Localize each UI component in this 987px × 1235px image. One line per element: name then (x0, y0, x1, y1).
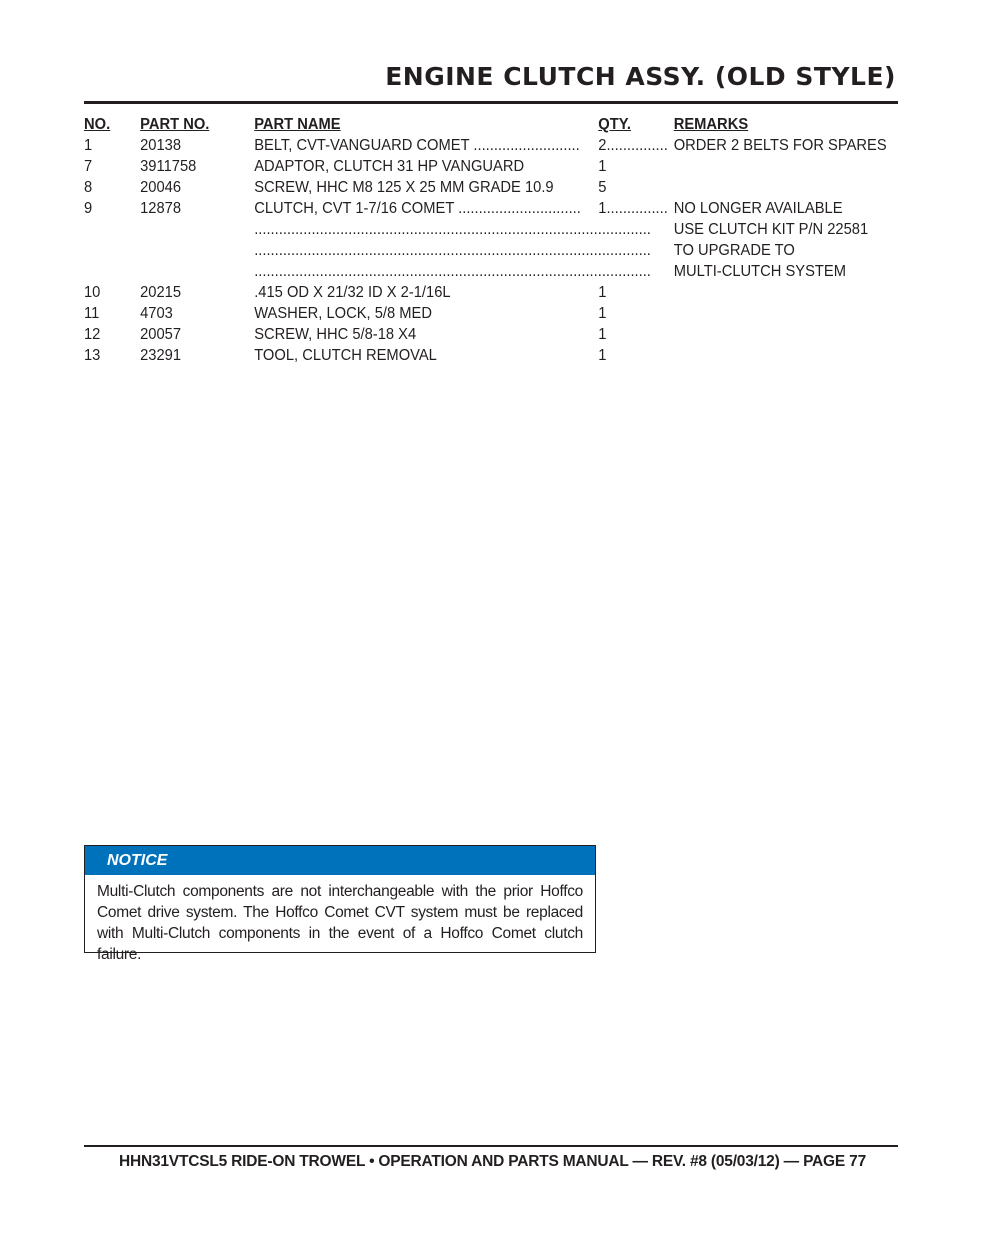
header-no: NO. (84, 116, 111, 133)
item-no: 12 (84, 326, 101, 343)
part-number: 3911758 (140, 158, 197, 175)
quantity: 1 (598, 305, 607, 322)
quantity: 1 (598, 158, 607, 175)
part-name: TOOL, CLUTCH REMOVAL (254, 347, 437, 364)
remarks: TO UPGRADE TO (673, 242, 795, 259)
title-divider (84, 101, 898, 104)
item-no: 10 (84, 284, 101, 301)
page-footer: HHN31VTCSL5 RIDE-ON TROWEL • OPERATION AND PARTS MANUAL — REV. #8 (05/03/12) — PAGE 77 (118, 1153, 866, 1170)
part-name: .415 OD X 21/32 ID X 2-1/16L (254, 284, 451, 301)
footer-divider (84, 1145, 898, 1147)
part-name: ADAPTOR, CLUTCH 31 HP VANGUARD (254, 158, 525, 175)
part-name: CLUTCH, CVT 1-7/16 COMET .............................. (254, 200, 581, 217)
table-row (84, 135, 887, 156)
table-row-continuation (84, 219, 869, 240)
header-part-name: PART NAME (254, 116, 341, 133)
part-number: 20138 (140, 137, 182, 154)
part-number: 20215 (140, 284, 182, 301)
quantity: 1 (598, 347, 607, 364)
table-row (84, 198, 843, 219)
quantity: 1 (598, 284, 607, 301)
item-no: 11 (84, 305, 100, 322)
notice-body: Multi-Clutch components are not interchangeable with the prior Hoffco Comet drive system. The Hoffco Comet CVT system must be replaced with Multi-Clutch components in the event of a Hoffco Comet clutch failure. (97, 883, 583, 963)
header-remarks: REMARKS (673, 116, 749, 133)
item-no: 13 (84, 347, 101, 364)
page-title: ENGINE CLUTCH ASSY. (OLD STYLE) (385, 62, 896, 91)
part-name: SCREW, HHC M8 125 X 25 MM GRADE 10.9 (254, 179, 554, 196)
table-row (84, 324, 838, 345)
dot-leader: ................................................................................................. (254, 242, 651, 259)
table-row (84, 282, 838, 303)
parts-table (84, 114, 887, 366)
part-name: WASHER, LOCK, 5/8 MED (254, 305, 432, 322)
quantity: 1............... (598, 200, 668, 217)
quantity: 1 (598, 326, 607, 343)
item-no: 9 (84, 200, 93, 217)
part-name: BELT, CVT-VANGUARD COMET .......................... (254, 137, 580, 154)
table-row-continuation (84, 261, 847, 282)
part-number: 4703 (140, 305, 173, 322)
item-no: 8 (84, 179, 93, 196)
table-row (84, 303, 838, 324)
part-number: 12878 (140, 200, 182, 217)
item-no: 7 (84, 158, 93, 175)
part-number: 23291 (140, 347, 182, 364)
part-number: 20057 (140, 326, 182, 343)
dot-leader: ................................................................................................. (254, 221, 651, 238)
table-row (84, 156, 838, 177)
remarks: MULTI-CLUTCH SYSTEM (673, 263, 847, 280)
remarks: ORDER 2 BELTS FOR SPARES (673, 137, 887, 154)
remarks: NO LONGER AVAILABLE (673, 200, 843, 217)
table-row-continuation (84, 240, 838, 261)
notice-heading: NOTICE (85, 846, 595, 875)
table-header-row (84, 114, 838, 135)
part-number: 20046 (140, 179, 182, 196)
quantity: 5 (598, 179, 607, 196)
table-row (84, 177, 838, 198)
dot-leader: ................................................................................................. (254, 263, 651, 280)
notice-box (84, 845, 596, 963)
table-row (84, 345, 838, 366)
quantity: 2............... (598, 137, 668, 154)
part-name: SCREW, HHC 5/8-18 X4 (254, 326, 417, 343)
item-no: 1 (84, 137, 93, 154)
remarks: USE CLUTCH KIT P/N 22581 (673, 221, 869, 238)
header-part-no: PART NO. (140, 116, 210, 133)
header-qty: QTY. (598, 116, 631, 133)
